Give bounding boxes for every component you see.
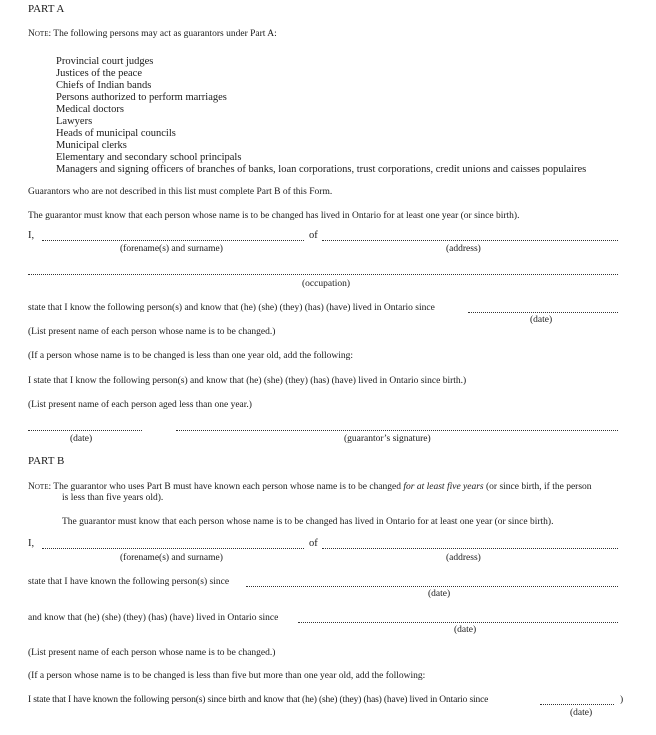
state-known-text: state that I have known the following person(s) since bbox=[28, 577, 230, 587]
state-since-birth-text: I state that I have known the following person(s) since birth and know that (he) (she) (they) (has) (have) lived in Ontario since bbox=[28, 695, 489, 705]
if-less-five-text: (If a person whose name is to be changed is less than five but more than one year old, add the following: bbox=[28, 671, 426, 681]
if-less-one-text: (If a person whose name is to be changed is less than one year old, add the following: bbox=[28, 351, 354, 361]
since-date-field[interactable] bbox=[468, 312, 618, 313]
forename-caption: (forename(s) and surname) bbox=[120, 553, 223, 563]
i-label: I, bbox=[28, 230, 35, 241]
list-item: Municipal clerks bbox=[56, 140, 127, 151]
signature-caption: (guarantor’s signature) bbox=[344, 434, 431, 444]
closing-paren: ) bbox=[620, 695, 624, 705]
list-item: Medical doctors bbox=[56, 104, 124, 115]
date-caption: (date) bbox=[428, 589, 451, 599]
note-label: Note bbox=[28, 482, 49, 492]
of-label: of bbox=[309, 230, 318, 241]
date-caption: (date) bbox=[454, 625, 477, 635]
forename-caption: (forename(s) and surname) bbox=[120, 244, 223, 254]
address-field[interactable] bbox=[322, 240, 618, 241]
state-birth-text: I state that I know the following person(s) and know that (he) (she) (they) (has) (have) lived in Ontario since birth.) bbox=[28, 376, 467, 386]
address-caption: (address) bbox=[446, 553, 481, 563]
forename-field[interactable] bbox=[42, 548, 304, 549]
list-item: Heads of municipal councils bbox=[56, 128, 176, 139]
must-know-text: The guarantor must know that each person whose name is to be changed has lived in Ontario for at least one year (or since birth). bbox=[28, 211, 520, 221]
list-item: Persons authorized to perform marriages bbox=[56, 92, 227, 103]
i-label: I, bbox=[28, 538, 35, 549]
list-item: Justices of the peace bbox=[56, 68, 143, 79]
part-b-note-line2: is less than five years old). bbox=[62, 493, 164, 503]
forename-field[interactable] bbox=[42, 240, 304, 241]
signature-field[interactable] bbox=[176, 430, 618, 431]
part-a-heading: PART A bbox=[28, 3, 65, 15]
date-caption: (date) bbox=[570, 708, 593, 718]
note-text: : The following persons may act as guarantors under Part A: bbox=[48, 29, 277, 39]
list-item: Provincial court judges bbox=[56, 56, 154, 67]
known-since-date-field[interactable] bbox=[246, 586, 618, 587]
of-label: of bbox=[309, 538, 318, 549]
note-label: Note bbox=[28, 29, 49, 39]
list-item: Lawyers bbox=[56, 116, 93, 127]
list-aged-text: (List present name of each person aged less than one year.) bbox=[28, 400, 252, 410]
occupation-field[interactable] bbox=[28, 274, 618, 275]
note-text-tail: (or since birth, if the person bbox=[486, 482, 592, 492]
state-since-text: state that I know the following person(s) and know that (he) (she) (they) (has) (have) lived in Ontario since bbox=[28, 303, 435, 313]
birth-date-field[interactable] bbox=[540, 704, 614, 705]
part-a-note bbox=[28, 28, 277, 40]
occupation-caption: (occupation) bbox=[302, 279, 351, 289]
list-present-text: (List present name of each person whose name is to be changed.) bbox=[28, 648, 276, 658]
address-caption: (address) bbox=[446, 244, 481, 254]
note-text: : The guarantor who uses Part B must have known each person whose name is to be changed bbox=[48, 482, 402, 492]
address-field[interactable] bbox=[322, 548, 618, 549]
list-item: Chiefs of Indian bands bbox=[56, 80, 152, 91]
list-item: Elementary and secondary school principals bbox=[56, 152, 242, 163]
not-described-text: Guarantors who are not described in this list must complete Part B of this Form. bbox=[28, 187, 333, 197]
sign-date-field[interactable] bbox=[28, 430, 142, 431]
lived-since-date-field[interactable] bbox=[298, 622, 618, 623]
date-caption: (date) bbox=[530, 315, 553, 325]
list-present-text: (List present name of each person whose name is to be changed.) bbox=[28, 327, 276, 337]
list-item: Managers and signing officers of branches of banks, loan corporations, trust corporations, credit unions and caisses populaires bbox=[56, 164, 587, 175]
note-italic: for at least five years bbox=[403, 482, 484, 492]
sign-date-caption: (date) bbox=[70, 434, 93, 444]
part-b-heading: PART B bbox=[28, 455, 65, 467]
and-know-text: and know that (he) (she) (they) (has) (have) lived in Ontario since bbox=[28, 613, 279, 623]
part-b-must-know-text: The guarantor must know that each person whose name is to be changed has lived in Ontario for at least one year (or since birth). bbox=[62, 517, 554, 527]
